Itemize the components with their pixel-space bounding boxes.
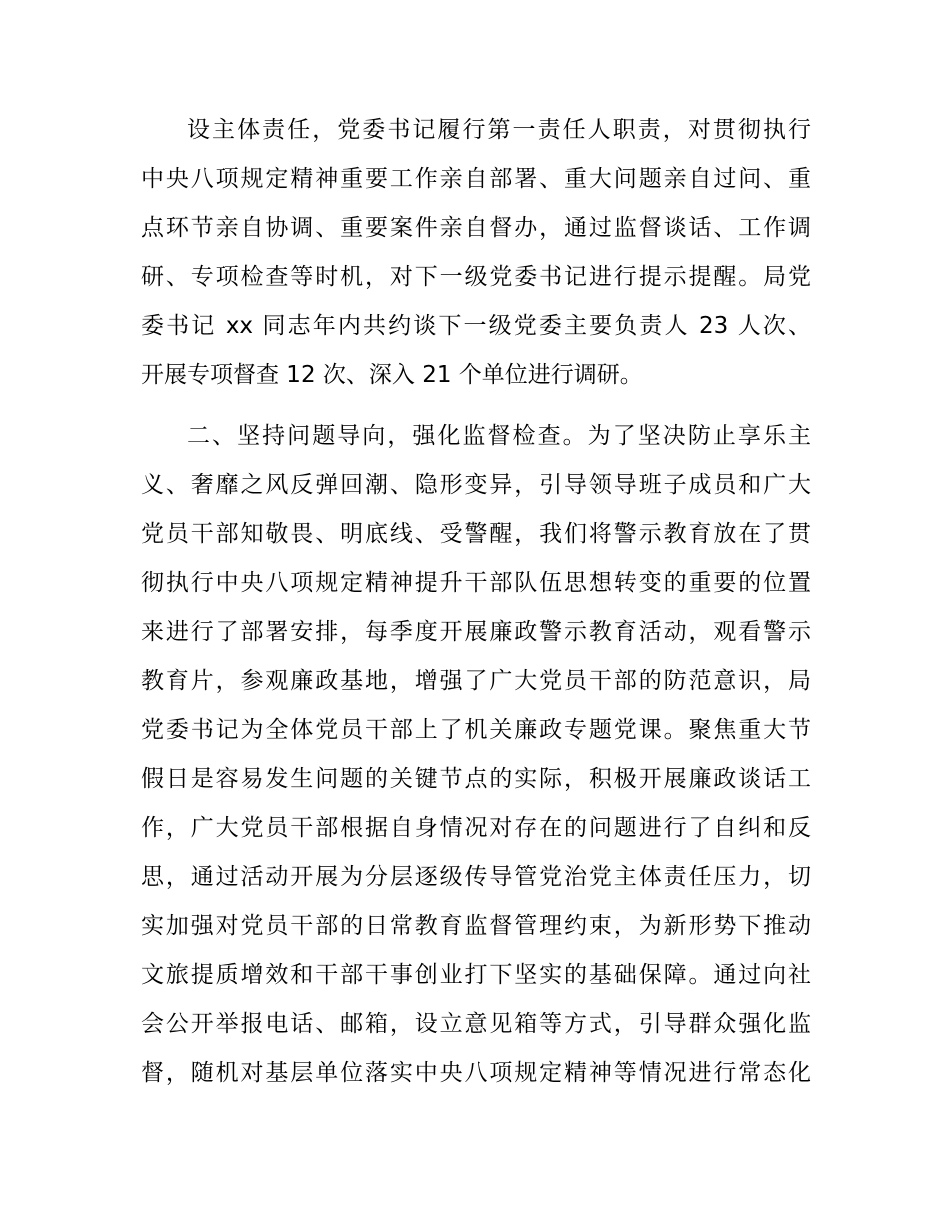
paragraph-line: 开展专项督查 12 次、深入 21 个单位进行调研。: [141, 362, 643, 388]
paragraph-line: 设主体责任，党委书记履行第一责任人职责，对贯彻执行: [187, 117, 811, 143]
paragraph-line: 委书记 xx 同志年内共约谈下一级党委主要负责人 23 人次、: [141, 313, 811, 339]
paragraph-line: 作，广大党员干部根据自身情况对存在的问题进行了自纠和反: [141, 815, 811, 841]
paragraph-line: 中央八项规定精神重要工作亲自部署、重大问题亲自过问、重: [141, 166, 811, 192]
paragraph-line: 义、奢靡之风反弹回潮、隐形变异，引导领导班子成员和广大: [141, 472, 811, 498]
paragraph-line: 教育片，参观廉政基地，增强了广大党员干部的防范意识，局: [141, 668, 811, 694]
paragraph-line: 党委书记为全体党员干部上了机关廉政专题党课。聚焦重大节: [141, 717, 811, 743]
paragraph-line: 督，随机对基层单位落实中央八项规定精神等情况进行常态化: [141, 1060, 811, 1086]
paragraph-line: 点环节亲自协调、重要案件亲自督办，通过监督谈话、工作调: [141, 215, 811, 241]
paragraph-line: 来进行了部署安排，每季度开展廉政警示教育活动，观看警示: [141, 619, 811, 645]
paragraph-line: 会公开举报电话、邮箱，设立意见箱等方式，引导群众强化监: [141, 1011, 811, 1037]
paragraph-line: 文旅提质增效和干部干事创业打下坚实的基础保障。通过向社: [141, 962, 811, 988]
paragraph-line: 二、坚持问题导向，强化监督检查。为了坚决防止享乐主: [187, 423, 811, 449]
paragraph-line: 彻执行中央八项规定精神提升干部队伍思想转变的重要的位置: [141, 570, 811, 596]
paragraph-line: 思，通过活动开展为分层逐级传导管党治党主体责任压力，切: [141, 864, 811, 890]
paragraph-line: 实加强对党员干部的日常教育监督管理约束，为新形势下推动: [141, 913, 811, 939]
paragraph-line: 研、专项检查等时机，对下一级党委书记进行提示提醒。局党: [141, 264, 811, 290]
paragraph-line: 假日是容易发生问题的关键节点的实际，积极开展廉政谈话工: [141, 766, 811, 792]
paragraph-line: 党员干部知敬畏、明底线、受警醒，我们将警示教育放在了贯: [141, 521, 811, 547]
